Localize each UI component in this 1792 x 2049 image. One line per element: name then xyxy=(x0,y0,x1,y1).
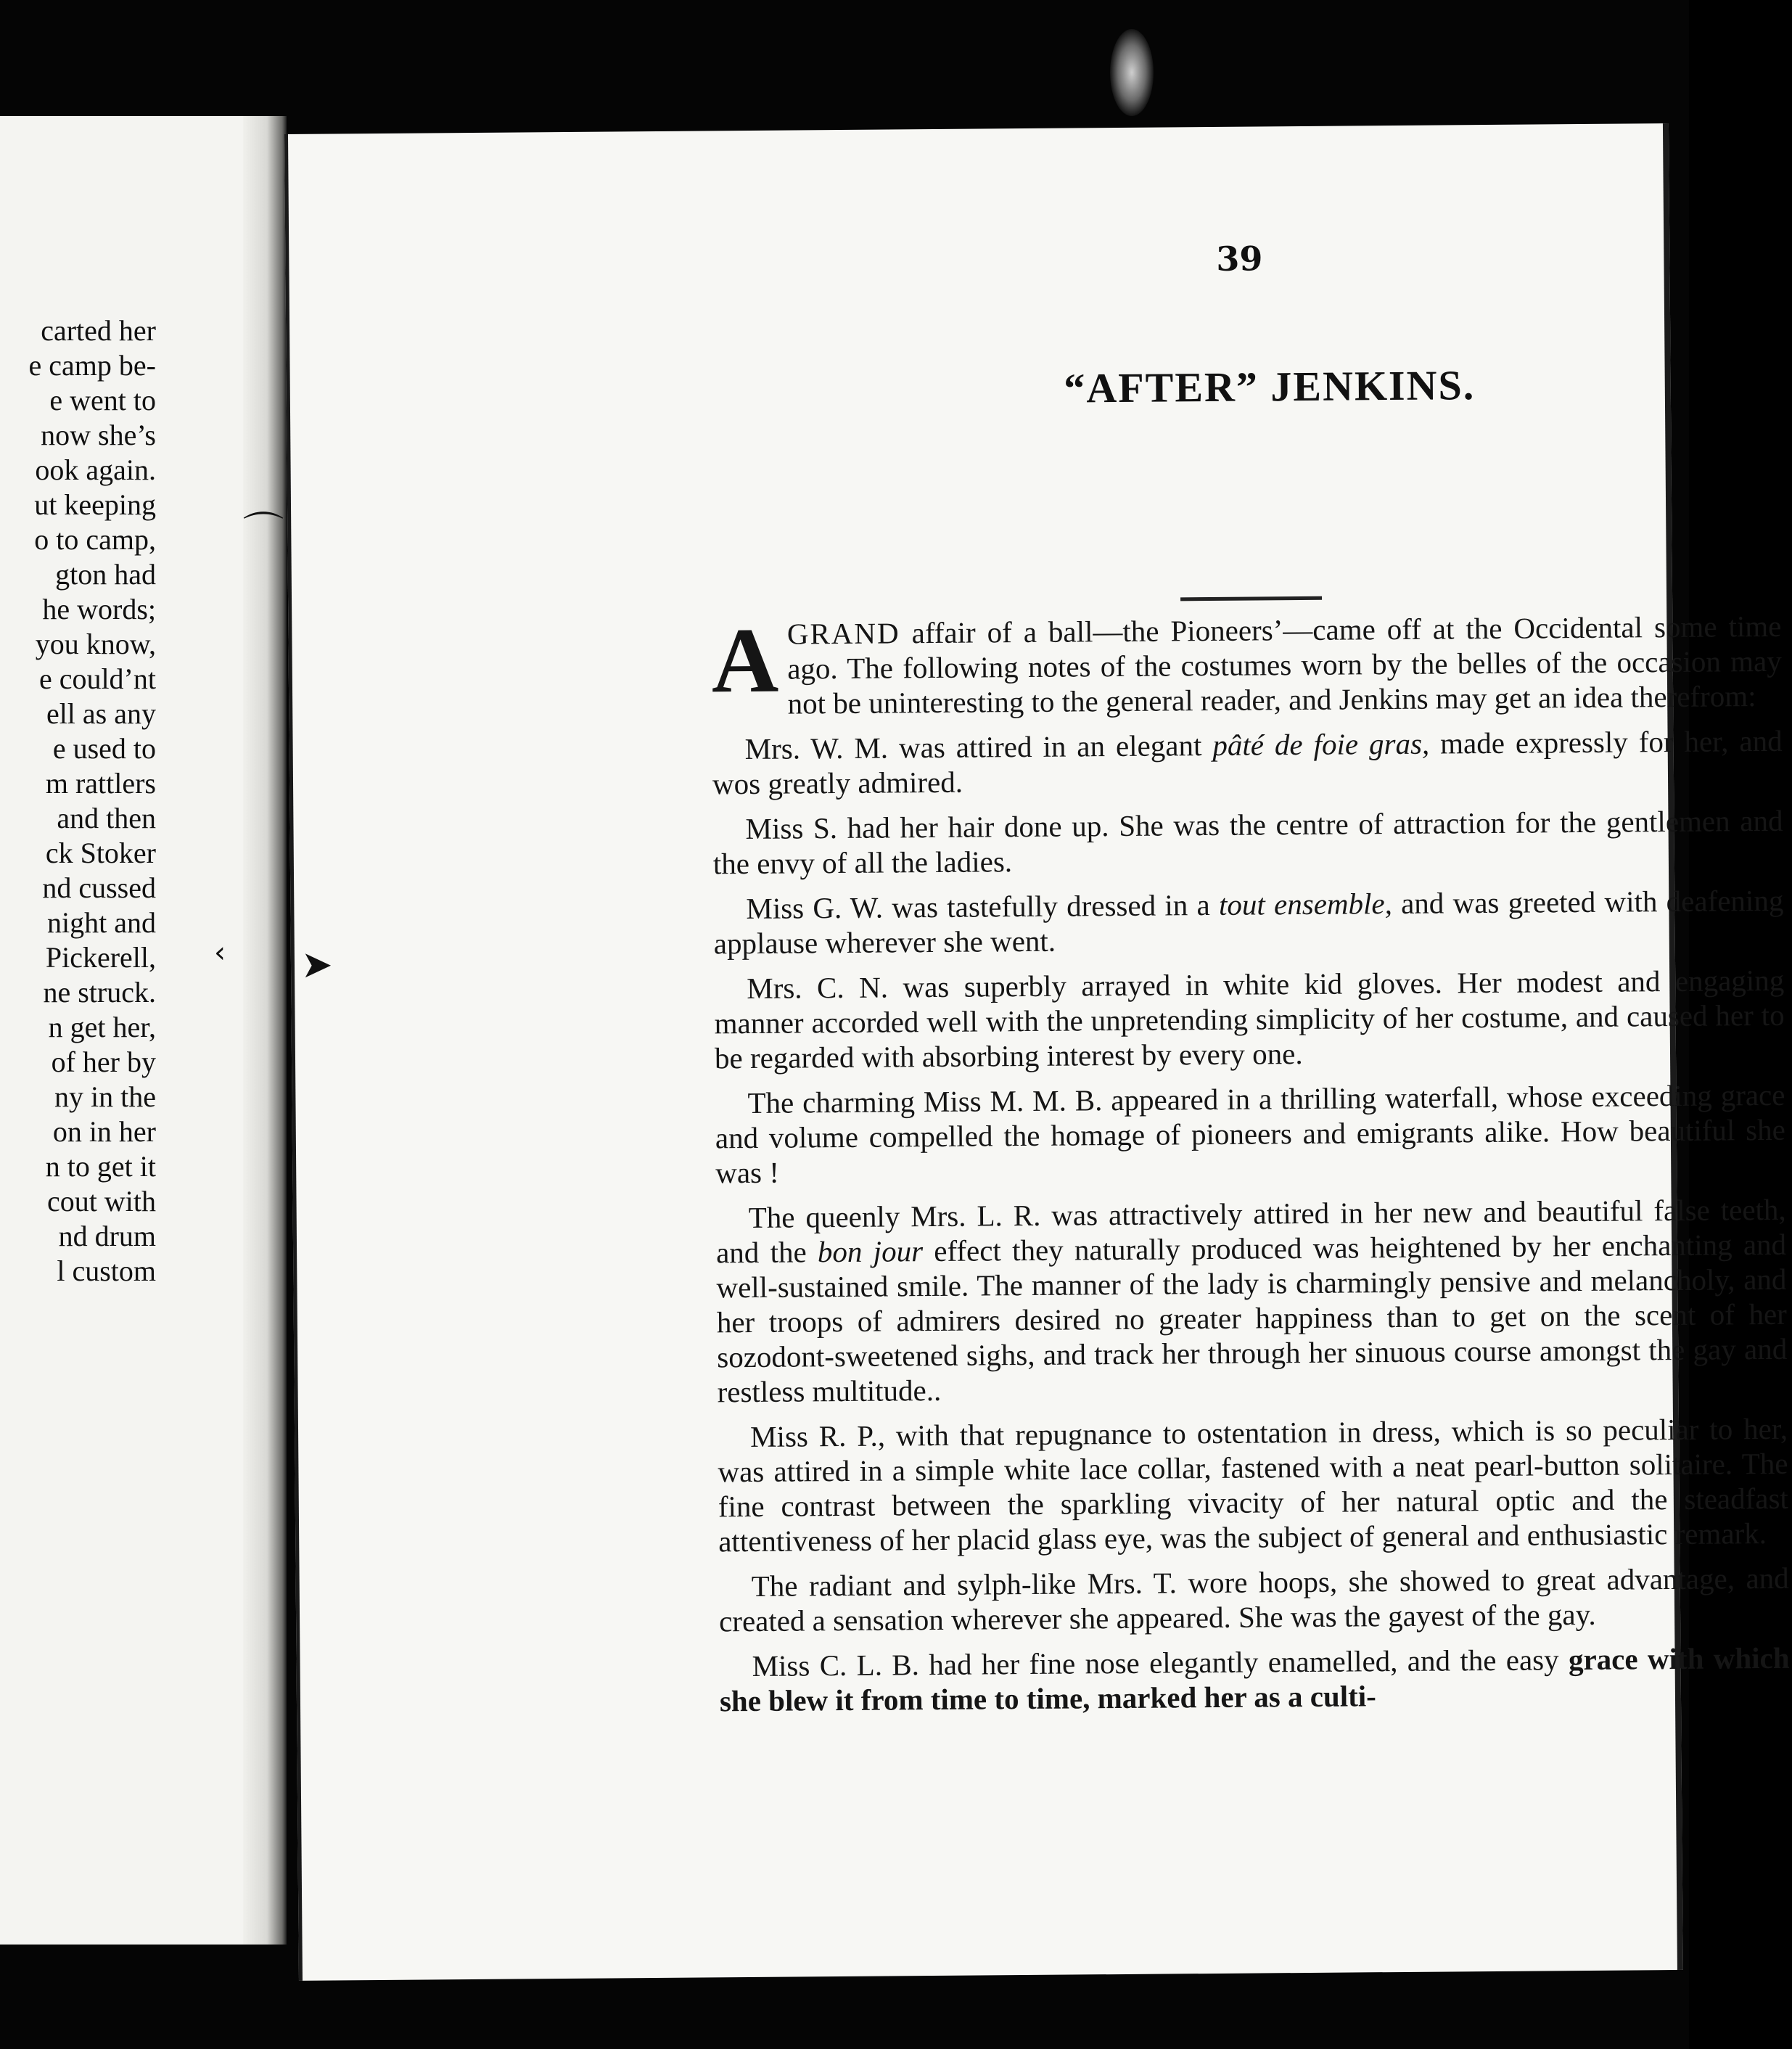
left-page-line: e used to xyxy=(52,732,156,765)
left-page-line: ck Stoker xyxy=(45,837,156,869)
margin-mark-icon: ⌒ xyxy=(243,509,284,557)
left-page-line: n to get it xyxy=(45,1150,156,1183)
left-page-line: e camp be- xyxy=(28,349,156,382)
left-page-line: m rattlers xyxy=(45,767,156,800)
left-page-line: he words; xyxy=(42,593,156,625)
left-page-line: carted her xyxy=(41,314,156,347)
left-page-line: ook again. xyxy=(35,453,156,486)
paragraph-text: Miss R. P., with that repugnance to ostentation in dress, which is so peculiar to her, was attired in a simple white lace collar, fastened with a neat pearl-button solitaire. The fine contrast between the sparkling vivacity of her natural optic and the steadfast attentiveness of her placid glass eye, was the subject of general and enthusiastic remark. xyxy=(718,1411,1789,1559)
margin-tick-icon: ‹ xyxy=(214,936,226,969)
left-page-line: gton had xyxy=(55,558,156,591)
left-page-line: and then xyxy=(57,802,156,834)
opening-word: GRAND xyxy=(786,616,900,651)
left-page-line: on in her xyxy=(52,1115,156,1148)
left-page-text xyxy=(0,313,156,1289)
left-page-line: Pickerell, xyxy=(45,941,156,974)
left-page-line: night and xyxy=(47,906,156,939)
paragraph-9 xyxy=(719,1561,1790,1639)
paragraph-6 xyxy=(715,1077,1785,1191)
left-page-line: of her by xyxy=(51,1046,156,1078)
left-page-line: nd drum xyxy=(58,1220,156,1252)
pointer-mark-icon: ➤ xyxy=(301,943,333,987)
left-page-line: ell as any xyxy=(46,697,156,730)
left-facing-page xyxy=(0,116,282,1945)
paragraph-text: Mrs. C. N. was superbly arrayed in white kid gloves. Her modest and engaging manner accorded well with the unpretending simplicity of her costume, and caused her to be regarded with absorbing interest by every one. xyxy=(714,963,1785,1075)
left-page-line: nd cussed xyxy=(42,871,156,904)
left-page-line: ut keeping xyxy=(34,488,156,521)
paragraph-5 xyxy=(714,963,1785,1076)
bold-phrase: grace with which she blew it from time to time, marked her as a culti- xyxy=(719,1641,1790,1718)
italic-phrase: tout ensemble, xyxy=(1218,887,1393,921)
paragraph-7 xyxy=(716,1192,1788,1410)
paragraph-text: The charming Miss M. M. B. appeared in a thrilling waterfall, whose exceeding grace and volume compelled the homage of pioneers and emigrants alike. How beautiful she was ! xyxy=(715,1077,1786,1190)
italic-phrase: bon jour xyxy=(817,1234,924,1269)
paragraph-text: The radiant and sylph-like Mrs. T. wore hoops, she showed to great advantage, and created a sensation wherever she appeared. She was the gayest of the gay. xyxy=(718,1561,1789,1638)
paragraph-text: Miss C. L. B. had her fine nose elegantly enamelled, and the easy xyxy=(752,1643,1569,1683)
left-page-line: you know, xyxy=(35,628,156,660)
left-page-line: e went to xyxy=(49,384,156,416)
paragraph-text: Mrs. W. M. was attired in an elegant xyxy=(744,728,1213,766)
left-page-line: now she’s xyxy=(41,419,156,451)
left-page-line: o to camp, xyxy=(34,523,156,556)
paragraph-2 xyxy=(712,723,1783,802)
paragraph-text: made expressly for her, and wos greatly admired. xyxy=(712,723,1783,801)
italic-phrase: pâté de foie gras, xyxy=(1212,726,1430,762)
paragraph-text: Miss S. had her hair done up. She was the centre of attraction for the gentlemen and the envy of all the ladies. xyxy=(712,803,1783,881)
paragraph-text: Miss G. W. was tastefully dressed in a xyxy=(746,887,1220,926)
left-page-line: ny in the xyxy=(54,1080,156,1113)
left-page-line: l custom xyxy=(57,1255,156,1287)
drop-cap: A xyxy=(711,608,779,713)
title-rule xyxy=(1180,596,1322,601)
right-page xyxy=(284,123,1790,1981)
page-number: 39 xyxy=(1216,239,1263,279)
paragraph-4 xyxy=(713,883,1784,961)
left-page-line: ne struck. xyxy=(43,976,156,1009)
left-page-line: cout with xyxy=(47,1185,156,1218)
paragraph-text: effect they naturally produced was heightened by her enchanting and well-sustained smile. The manner of the lady is charmingly pensive and melancholy, and her troops of admirers desired no greater happiness than to get on the scent of her sozodont-sweetened sighs, and track her through her sinuous course amongst the gay and restless multitude.. xyxy=(716,1227,1788,1409)
paragraph-10 xyxy=(719,1641,1790,1719)
paragraph-text: The queenly Mrs. L. R. was attractively attired in her new and beautiful false teeth, and the xyxy=(715,1192,1786,1270)
paragraph-1 xyxy=(711,609,1782,722)
paragraph-text: affair of a ball—the Pioneers’—came off at the Occidental some time ago. The following notes of the costumes worn by the belles of the occasion may not be uninteresting to the general reader, and Jenkins may get an idea therefrom: xyxy=(787,609,1782,720)
left-page-line: e could’nt xyxy=(38,662,156,695)
article-body xyxy=(711,609,1790,1729)
paragraph-text: and was greeted with deafening applause wherever she went. xyxy=(713,883,1784,961)
left-page-line: n get her, xyxy=(48,1011,156,1043)
light-glare xyxy=(1110,29,1154,116)
page-title: “AFTER” JENKINS. xyxy=(1064,361,1476,412)
book-gutter xyxy=(243,116,287,1945)
paragraph-3 xyxy=(712,803,1783,882)
paragraph-8 xyxy=(718,1411,1788,1559)
